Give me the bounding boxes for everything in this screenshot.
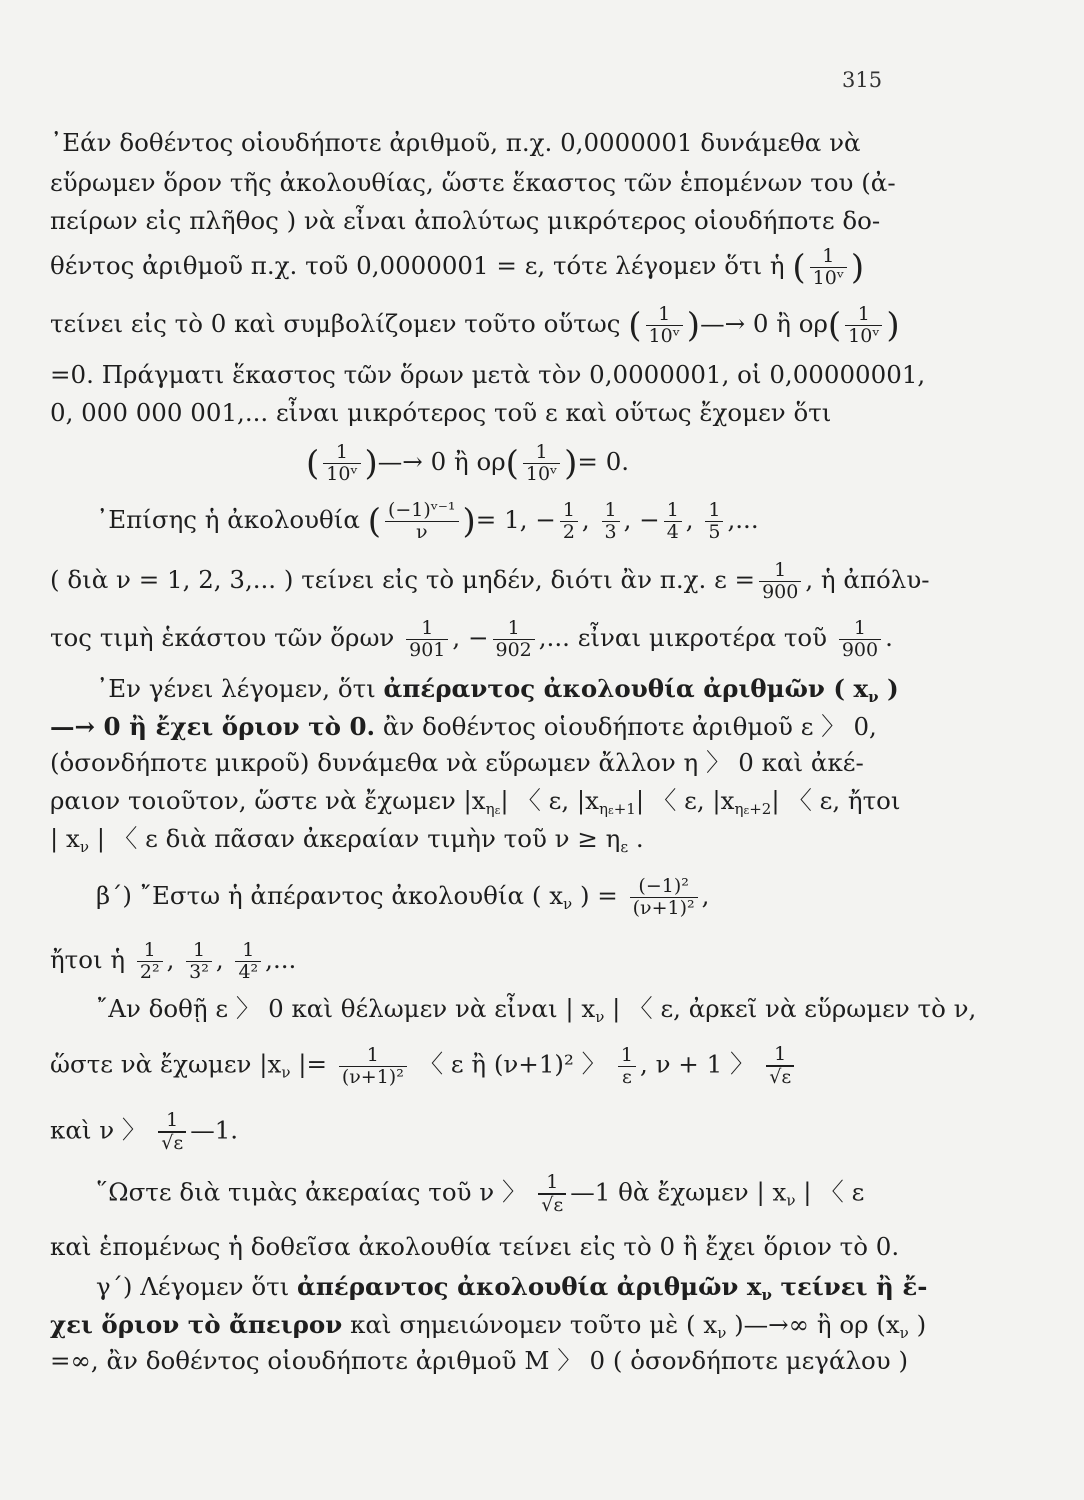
- subscript-eta: η: [485, 800, 495, 818]
- fraction: [759, 560, 801, 603]
- text-line: ᾽Επίσης ἡ ἀκολουθία ( $\frac{\text{(−1)ᵛ⁻¹}}{\nu}$ )= 1, − $\frac{1}{2}$ , $\frac{1}{3}$ , − $\frac{1}{4}$ , $\frac{1}{5}$ ,...: [96, 499, 759, 543]
- text-line: =∞, ἂν δοθέντος οἱουδήποτε ἀριθμοῦ Μ 〉 0 ( ὁσονδήποτε μεγάλου ): [50, 1346, 909, 1375]
- subscript: ν: [281, 1063, 291, 1082]
- text-span: | 〈 ε, |x: [500, 786, 599, 815]
- fraction: [493, 618, 535, 661]
- text-span: ῎Αν δοθῇ ε 〉 0 καὶ θέλωμεν νὰ εἶναι | x: [96, 994, 596, 1023]
- display-equation: [306, 442, 1084, 485]
- fraction: [630, 876, 698, 919]
- text-span: ): [878, 674, 899, 703]
- denominator: 900: [762, 581, 799, 603]
- text-span: |=: [290, 1049, 328, 1079]
- text-span: καὶ σημειώνομεν τοῦτο μὲ ( x: [342, 1310, 718, 1339]
- text-line: [50, 246, 1040, 289]
- denominator: 902: [495, 639, 532, 661]
- fraction: [560, 500, 578, 543]
- numerator: 1: [705, 500, 723, 522]
- numerator: 1: [323, 442, 360, 464]
- fraction: [323, 442, 360, 485]
- text-line: [96, 1272, 1084, 1310]
- subscript-eps: ε: [743, 804, 750, 817]
- page-number: 315: [842, 68, 883, 92]
- denominator: ε: [622, 1065, 632, 1088]
- subscript: ε: [620, 838, 629, 856]
- text-span: , ν + 1 〉: [640, 1049, 755, 1079]
- text-line: [96, 1172, 1084, 1216]
- fraction: [406, 618, 448, 661]
- text-span: , −: [623, 505, 660, 534]
- text-line: καὶ ἑπομένως ἡ δοθεῖσα ἀκολουθία τείνει εἰς τὸ 0 ἢ ἔχει ὅριον τὸ 0.: [50, 1232, 900, 1261]
- subscript: ν: [786, 1191, 796, 1210]
- numerator: 1: [618, 1045, 636, 1067]
- denominator: 4: [666, 521, 679, 543]
- numerator: 1: [766, 1044, 794, 1066]
- text-span: τείνει εἰς τὸ 0 καὶ συμβολίζομεν τοῦτο οὕτως: [50, 309, 621, 338]
- text-line: [50, 1310, 1040, 1348]
- subscript: [735, 800, 772, 818]
- subscript-plus: +1: [613, 800, 636, 818]
- text-span: —→ 0 ἢ ορ: [700, 309, 828, 338]
- fraction: [664, 500, 682, 543]
- text-line: [50, 712, 1040, 742]
- text-span: | 〈 ε διὰ πᾶσαν ἀκεραίαν τιμὴν τοῦ ν ≥ η: [88, 824, 621, 853]
- denominator: ν: [415, 521, 428, 543]
- text-line: 0, 000 000 001,... εἶναι μικρότερος τοῦ ε καὶ οὕτως ἔχομεν ὅτι: [50, 398, 832, 427]
- paren: (: [367, 501, 381, 542]
- subscript-eta: η: [734, 800, 744, 818]
- text-span: | 〈 ε, ἤτοι: [771, 786, 901, 815]
- text-span: −: [535, 505, 556, 534]
- fraction: [705, 500, 723, 543]
- denominator: 901: [409, 639, 446, 661]
- denominator: 10ᵛ: [848, 325, 880, 347]
- text-span: ( διὰ ν = 1, 2, 3,... ) τείνει εἰς τὸ μηδέν, διότι ἂν π.χ. ε =: [50, 565, 756, 594]
- numerator: (−1)ᵛ⁻¹: [385, 500, 459, 522]
- text-line: β΄) ῎Εστω ἡ ἀπέραντος ἀκολουθία ( $x_\nu$ ) = $\frac{\text{(−1)²}}{\text{(ν+1)²}}$ ,: [96, 875, 710, 919]
- text-line: (ὁσονδήποτε μικροῦ) δυνάμεθα νὰ εὕρωμεν ἄλλον η 〉 0 καὶ ἀκέ-: [50, 748, 864, 777]
- subscript: ν: [899, 1324, 909, 1342]
- denominator: 10ᵛ: [326, 463, 358, 485]
- denominator: 3: [604, 521, 617, 543]
- numerator: 1: [759, 560, 801, 582]
- text-line: [50, 1044, 1040, 1088]
- paren: (: [827, 305, 842, 346]
- text-line: ἤτοι ἡ $\frac{1}{\text{2²}}$ , $\frac{1}{\text{3²}}$ , $\frac{1}{\text{4²}}$ ,...: [50, 939, 297, 983]
- text-span: γ΄) Λέγομεν ὅτι: [96, 1272, 290, 1301]
- numerator: 1: [664, 500, 682, 522]
- denominator: 900: [841, 639, 879, 661]
- subscript: ν: [79, 838, 89, 856]
- text-line: [96, 994, 1084, 1032]
- numerator: 1: [186, 940, 212, 962]
- denominator: 3²: [189, 961, 209, 983]
- denominator: 10ᵛ: [525, 463, 558, 485]
- denominator: 10ᵛ: [812, 267, 844, 289]
- subscript-eps: ε: [494, 804, 501, 817]
- fraction: [538, 1172, 566, 1216]
- numerator: 1: [845, 304, 882, 326]
- denominator: (ν+1)²: [632, 897, 695, 919]
- fraction: [845, 304, 882, 347]
- text-span: ῞Ωστε διὰ τιμὰς ἀκεραίας τοῦ ν 〉: [96, 1177, 527, 1207]
- denominator: 4²: [238, 961, 259, 983]
- numerator: 1: [538, 1172, 566, 1194]
- bold-term: χει ὅριον τὸ ἄπειρον: [50, 1310, 343, 1339]
- subscript: [486, 800, 501, 818]
- denominator: √ε: [538, 1194, 566, 1216]
- paren: (: [792, 247, 806, 288]
- fraction: [523, 442, 560, 485]
- text-span: , ἡ ἀπόλυ-: [805, 565, 930, 594]
- paren: ): [686, 305, 701, 346]
- text-span: ): [908, 1310, 927, 1339]
- fraction: [158, 1110, 186, 1154]
- text-line: τος τιμὴ ἑκάστου τῶν ὅρων $\frac{1}{901}$ , − $\frac{1}{902}$ ,... εἶναι μικροτέρα τοῦ $\frac{1}{900}$ .: [50, 617, 893, 661]
- text-span: | x: [50, 824, 80, 853]
- denominator: √ε: [158, 1132, 186, 1154]
- subscript: ν: [761, 1286, 772, 1304]
- text-line: [50, 304, 1040, 347]
- numerator: (−1)²: [630, 876, 698, 898]
- denominator: 10ᵛ: [648, 325, 680, 347]
- text-span: τος τιμὴ ἑκάστου τῶν ὅρων: [50, 623, 395, 652]
- fraction: [646, 304, 683, 347]
- text-span: θέντος ἀριθμοῦ π.χ. τοῦ 0,0000001 = ε, τότε λέγομεν ὅτι ἡ: [50, 251, 785, 280]
- bold-term: ἀπέραντος ἀκολουθία ἀριθμῶν x: [297, 1272, 762, 1301]
- paren: ): [564, 443, 578, 484]
- text-span: | 〈 ε, |x: [635, 786, 735, 815]
- subscript: ν: [563, 895, 573, 913]
- text-span: καὶ ν 〉: [50, 1115, 147, 1145]
- numerator: 1: [560, 500, 578, 522]
- text-span: = 0.: [577, 447, 630, 476]
- text-span: | 〈 ε, ἀρκεῖ νὰ εὕρωμεν τὸ ν,: [604, 994, 977, 1023]
- text-span: = 1,: [475, 505, 528, 534]
- numerator: 1: [523, 442, 560, 464]
- subscript: [599, 800, 636, 818]
- subscript: ν: [717, 1324, 727, 1342]
- text-line: =0. Πράγματι ἕκαστος τῶν ὅρων μετὰ τὸν 0,0000001, οἱ 0,00000001,: [50, 360, 926, 389]
- paren: ): [886, 305, 900, 346]
- fraction: [137, 940, 163, 983]
- denominator: 2: [562, 521, 575, 543]
- denominator: 2²: [139, 961, 160, 983]
- fraction: [766, 1044, 794, 1088]
- text-line: εὕρωμεν ὅρον τῆς ἀκολουθίας, ὥστε ἕκαστος τῶν ἑπομένων του (ἀ-: [50, 168, 896, 197]
- paren: ): [462, 501, 476, 542]
- text-span: )—→∞ ἢ ορ (x: [726, 1310, 900, 1339]
- bold-term: τείνει ἢ ἔ-: [771, 1272, 928, 1301]
- numerator: 1: [602, 500, 620, 522]
- text-span: ὥστε νὰ ἔχωμεν |x: [50, 1049, 282, 1079]
- numerator: 1: [646, 304, 683, 326]
- numerator: 1: [839, 618, 881, 640]
- denominator: (ν+1)²: [341, 1065, 404, 1088]
- text-span: ραιον τοιοῦτον, ὥστε νὰ ἔχωμεν |x: [50, 786, 486, 815]
- paren: ): [364, 443, 378, 484]
- text-span: β΄) ῎Εστω ἡ ἀπέραντος ἀκολουθία ( x: [96, 881, 564, 910]
- paren: (: [505, 443, 519, 484]
- text-span: ,...: [727, 505, 759, 534]
- fraction: [810, 246, 847, 289]
- text-span: ἂν δοθέντος οἱουδήποτε ἀριθμοῦ ε 〉 0,: [375, 712, 877, 741]
- text-line: [96, 674, 1084, 712]
- text-line: [50, 786, 1040, 826]
- text-span: .: [628, 824, 644, 853]
- paren: (: [306, 443, 320, 484]
- text-line: [50, 1110, 1040, 1154]
- fraction: [385, 500, 459, 543]
- subscript-plus: +2: [749, 800, 772, 818]
- denominator: √ε: [766, 1066, 794, 1088]
- text-line: [50, 560, 1040, 603]
- text-span: ,...: [265, 945, 297, 974]
- numerator: 1: [406, 618, 448, 640]
- paren: (: [628, 305, 642, 346]
- fraction: [186, 940, 212, 983]
- numerator: 1: [158, 1110, 186, 1132]
- fraction: [839, 618, 881, 661]
- text-span: —1 θὰ ἔχωμεν | x: [570, 1177, 787, 1207]
- text-line: ᾽Εάν δοθέντος οἱουδήποτε ἀριθμοῦ, π.χ. 0,0000001 δυνάμεθα νὰ: [50, 128, 861, 157]
- text-span: ᾽Επίσης ἡ ἀκολουθία: [96, 505, 360, 534]
- subscript-eps: ε: [608, 804, 614, 817]
- numerator: 1: [137, 940, 163, 962]
- text-span: —1.: [190, 1115, 239, 1145]
- paren: ): [850, 247, 865, 288]
- text-line: πείρων εἰς πλῆθος ) νὰ εἶναι ἀπολύτως μικρότερος οἱουδήποτε δο-: [50, 206, 881, 235]
- numerator: 1: [493, 618, 535, 640]
- bold-term: ἀπέραντος ἀκολουθία ἀριθμῶν ( x: [383, 674, 869, 703]
- text-span: ἤτοι ἡ: [50, 945, 126, 974]
- text-span: 〈 ε ἢ (ν+1)² 〉: [418, 1049, 607, 1079]
- text-span: ,... εἶναι μικροτέρα τοῦ: [538, 623, 828, 652]
- subscript: ν: [868, 688, 879, 706]
- denominator: 5: [708, 521, 721, 543]
- text-span: ᾽Εν γένει λέγομεν, ὅτι: [96, 674, 376, 703]
- fraction: [339, 1045, 407, 1088]
- text-line: [50, 824, 1040, 862]
- fraction: [618, 1045, 636, 1088]
- numerator: 1: [339, 1045, 407, 1067]
- numerator: 1: [810, 246, 847, 268]
- fraction: [235, 940, 261, 983]
- text-span: ) =: [572, 881, 618, 910]
- subscript-eta: η: [599, 800, 608, 818]
- text-span: | 〈 ε: [795, 1177, 865, 1207]
- text-span: —→ 0 ἢ ορ: [377, 447, 506, 476]
- numerator: 1: [235, 940, 261, 962]
- bold-term: —→ 0 ἢ ἔχει ὅριον τὸ 0.: [50, 712, 376, 741]
- subscript: ν: [595, 1008, 605, 1026]
- fraction: [602, 500, 620, 543]
